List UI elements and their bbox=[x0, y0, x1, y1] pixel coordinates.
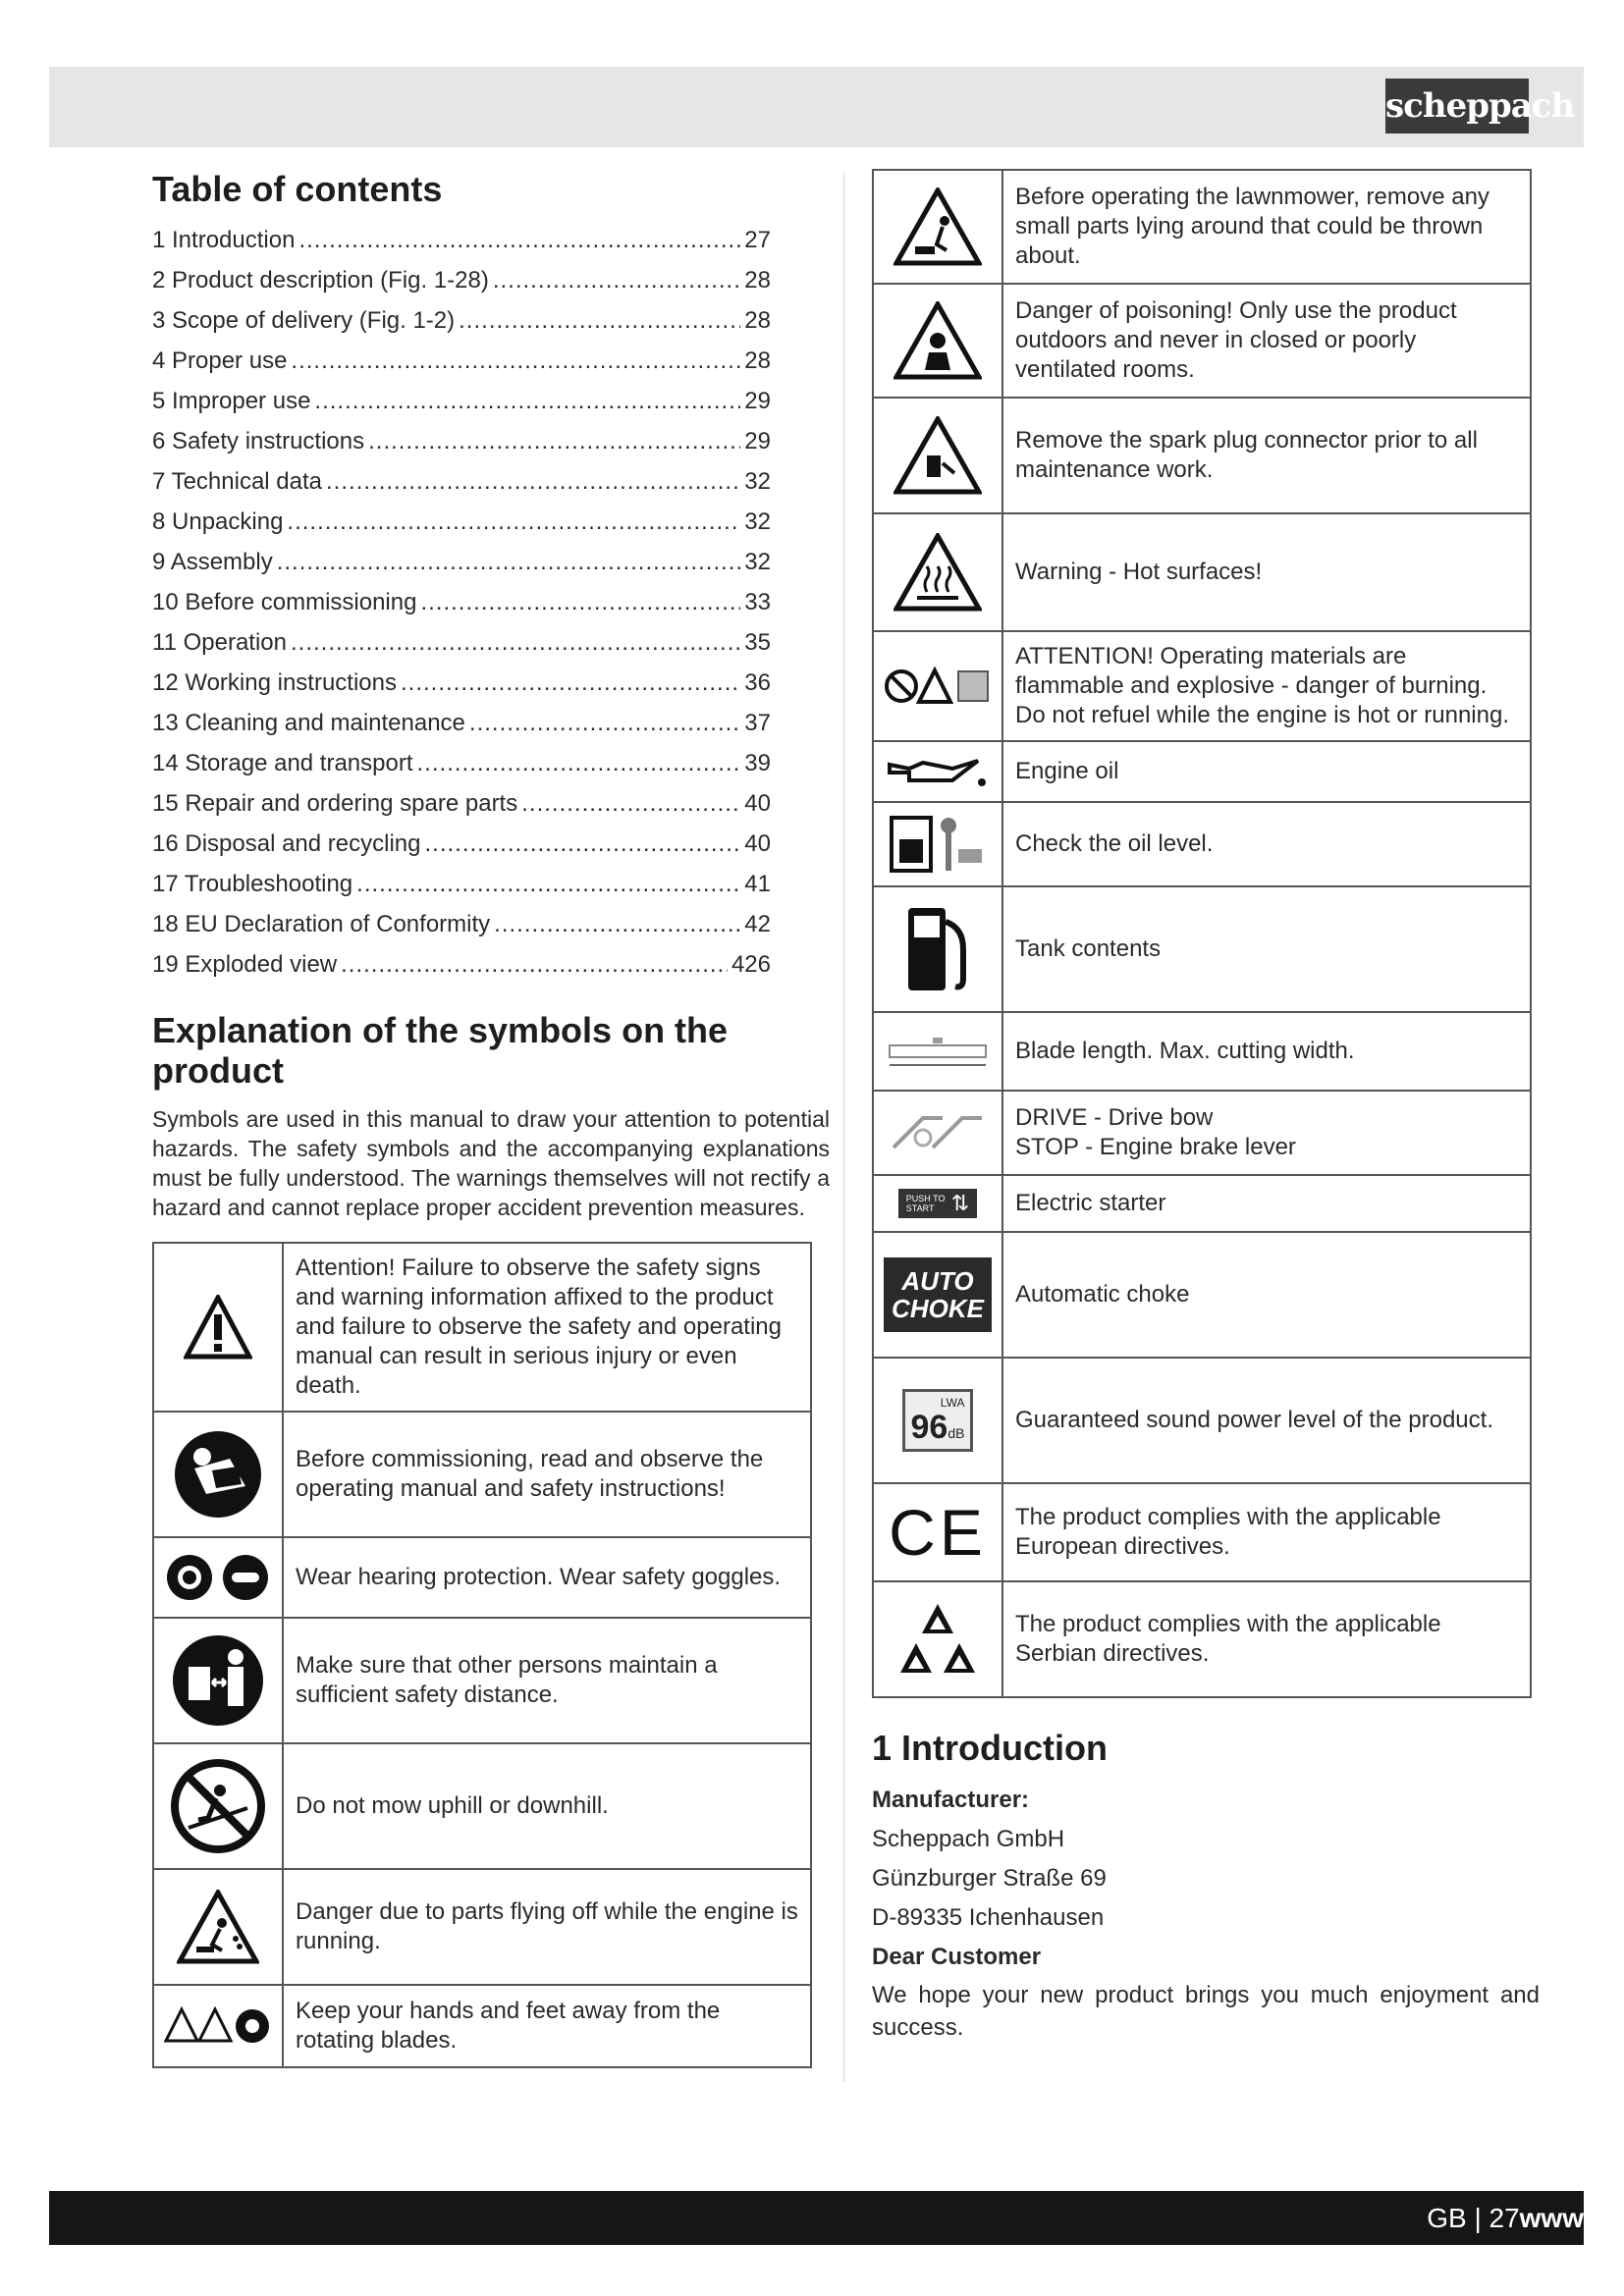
toc-entry[interactable] bbox=[152, 220, 771, 260]
toc-entry[interactable] bbox=[152, 461, 771, 502]
toc-leader-dots bbox=[291, 622, 740, 663]
read-manual-icon bbox=[153, 1412, 283, 1537]
manufacturer-label: Manufacturer: bbox=[872, 1787, 1030, 1813]
symbol-row bbox=[873, 1358, 1531, 1483]
toc-entry-page: 39 bbox=[744, 750, 771, 776]
drive-bow-icon bbox=[873, 1091, 1002, 1175]
symbol-row bbox=[153, 1412, 811, 1537]
toc-title: Table of contents bbox=[152, 169, 443, 209]
toc-entry-page: 27 bbox=[744, 227, 771, 253]
keep-hands-feet-away-icon bbox=[153, 1985, 283, 2067]
toc-entry-page: 32 bbox=[744, 468, 771, 495]
symbol-row bbox=[873, 1483, 1531, 1581]
toc-leader-dots bbox=[326, 461, 740, 502]
toc-entry[interactable] bbox=[152, 703, 771, 743]
symbol-row bbox=[153, 1243, 811, 1412]
toc-entry[interactable] bbox=[152, 582, 771, 622]
toc-entry-page: 28 bbox=[744, 307, 771, 334]
toc-entry-label: 17 Troubleshooting bbox=[152, 871, 353, 897]
symbol-description: Danger due to parts flying off while the engine is running. bbox=[283, 1869, 811, 1985]
symbol-description: Warning - Hot surfaces! bbox=[1002, 513, 1531, 631]
toc-entry-label: 11 Operation bbox=[152, 629, 287, 656]
symbol-row bbox=[873, 741, 1531, 802]
symbol-description: Make sure that other persons maintain a sufficient safety distance. bbox=[283, 1618, 811, 1743]
toc-entry-label: 2 Product description (Fig. 1-28) bbox=[152, 267, 489, 294]
toc-entry[interactable] bbox=[152, 622, 771, 663]
symbols-table-left bbox=[152, 1242, 812, 2068]
symbol-description: Keep your hands and feet away from the rotating blades. bbox=[283, 1985, 811, 2067]
symbol-description bbox=[1002, 1091, 1531, 1175]
oil-level-icon bbox=[873, 802, 1002, 886]
auto-choke-icon bbox=[873, 1232, 1002, 1358]
toc-leader-dots bbox=[287, 502, 740, 542]
toc-leader-dots bbox=[417, 743, 741, 783]
toc-entry-page: 40 bbox=[744, 790, 771, 817]
flammable-icon bbox=[873, 631, 1002, 741]
symbol-description: Check the oil level. bbox=[1002, 802, 1531, 886]
toc-entry-page: 41 bbox=[744, 871, 771, 897]
toc-entry[interactable] bbox=[152, 864, 771, 904]
address-line-company: Scheppach GmbH bbox=[872, 1826, 1065, 1852]
symbol-row bbox=[873, 886, 1531, 1012]
toc-leader-dots bbox=[424, 824, 740, 864]
toc-entry-label: 18 EU Declaration of Conformity bbox=[152, 911, 491, 937]
toc-entry-page: 36 bbox=[744, 669, 771, 696]
serbian-mark-icon bbox=[873, 1581, 1002, 1697]
toc-entry[interactable] bbox=[152, 663, 771, 703]
footer-page-label bbox=[1427, 2201, 1584, 2236]
symbol-description: Wear hearing protection. Wear safety goggles. bbox=[283, 1537, 811, 1618]
address-line-city: D-89335 Ichenhausen bbox=[872, 1904, 1105, 1931]
symbol-row bbox=[873, 1175, 1531, 1232]
symbol-row bbox=[153, 1743, 811, 1869]
toc-entry-label: 3 Scope of delivery (Fig. 1-2) bbox=[152, 307, 456, 334]
symbol-description: Before commissioning, read and observe the operating manual and safety instructions! bbox=[283, 1412, 811, 1537]
toc-leader-dots bbox=[277, 542, 741, 582]
toc-entry-label: 5 Improper use bbox=[152, 388, 311, 414]
electric-starter-icon bbox=[873, 1175, 1002, 1232]
push-to-start-label: PUSH TO START bbox=[905, 1194, 946, 1213]
hot-surface-icon bbox=[873, 513, 1002, 631]
toc-entry[interactable] bbox=[152, 743, 771, 783]
symbol-row bbox=[873, 1091, 1531, 1175]
symbol-description: Guaranteed sound power level of the product. bbox=[1002, 1358, 1531, 1483]
toc-entry-page: 29 bbox=[744, 428, 771, 454]
toc-entry[interactable] bbox=[152, 381, 771, 421]
warning-triangle-icon bbox=[153, 1243, 283, 1412]
toc-list bbox=[152, 220, 771, 985]
lwa-label: LWA bbox=[940, 1396, 965, 1410]
hearing-goggles-icon bbox=[153, 1537, 283, 1618]
symbol-description: Blade length. Max. cutting width. bbox=[1002, 1012, 1531, 1091]
web-prefix: www bbox=[1519, 2203, 1584, 2233]
right-column bbox=[872, 169, 1540, 2044]
drive-line: DRIVE - Drive bow bbox=[1015, 1104, 1214, 1131]
greeting: Dear Customer bbox=[872, 1944, 1042, 1970]
toc-entry-label: 7 Technical data bbox=[152, 468, 323, 495]
spark-plug-icon bbox=[873, 398, 1002, 513]
blade-length-icon bbox=[873, 1012, 1002, 1091]
toc-entry-label: 15 Repair and ordering spare parts bbox=[152, 790, 518, 817]
toc-entry-label: 4 Proper use bbox=[152, 347, 288, 374]
poisoning-icon bbox=[873, 284, 1002, 398]
toc-entry-page: 33 bbox=[744, 589, 771, 615]
toc-leader-dots bbox=[420, 582, 740, 622]
sound-power-icon bbox=[873, 1358, 1002, 1483]
footer-bar bbox=[49, 2191, 1584, 2245]
toc-entry-page: 37 bbox=[744, 710, 771, 736]
toc-entry-label: 16 Disposal and recycling bbox=[152, 830, 421, 857]
symbol-row bbox=[873, 802, 1531, 886]
sound-level-unit: dB bbox=[947, 1425, 965, 1441]
toc-entry-label: 1 Introduction bbox=[152, 227, 296, 253]
choke-label: CHOKE bbox=[892, 1294, 984, 1323]
toc-entry[interactable] bbox=[152, 542, 771, 582]
symbol-row bbox=[153, 1869, 811, 1985]
symbol-description: Remove the spark plug connector prior to all maintenance work. bbox=[1002, 398, 1531, 513]
toc-leader-dots bbox=[493, 260, 740, 300]
toc-entry-page: 32 bbox=[744, 508, 771, 535]
safety-distance-icon bbox=[153, 1618, 283, 1743]
toc-entry[interactable] bbox=[152, 944, 771, 985]
symbol-row bbox=[873, 1012, 1531, 1091]
toc-entry[interactable] bbox=[152, 341, 771, 381]
toc-entry-page: 28 bbox=[744, 347, 771, 374]
symbols-section-intro: Symbols are used in this manual to draw your attention to potential hazards. The safety symbols and the accompanying explanations must be fully understood. The warnings themselves will not rectify a hazard and cannot replace proper accident prevention measures. bbox=[152, 1106, 830, 1220]
symbol-description: Do not mow uphill or downhill. bbox=[283, 1743, 811, 1869]
no-slope-mowing-icon bbox=[153, 1743, 283, 1869]
toc-entry-label: 8 Unpacking bbox=[152, 508, 284, 535]
column-divider bbox=[842, 173, 845, 2082]
toc-entry-label: 9 Assembly bbox=[152, 549, 273, 575]
symbol-row bbox=[873, 1232, 1531, 1358]
toc-leader-dots bbox=[494, 904, 740, 944]
symbol-row bbox=[873, 170, 1531, 284]
toc-entry-page: 35 bbox=[744, 629, 771, 656]
toc-leader-dots bbox=[469, 703, 740, 743]
toc-leader-dots bbox=[401, 663, 740, 703]
toc-entry-label: 12 Working instructions bbox=[152, 669, 397, 696]
toc-leader-dots bbox=[356, 864, 740, 904]
toc-leader-dots bbox=[314, 381, 740, 421]
symbols-table-right bbox=[872, 169, 1532, 1698]
symbol-description: ATTENTION! Operating materials are flammable and explosive - danger of burning. Do not refuel while the engine is hot or running. bbox=[1002, 631, 1531, 741]
symbol-row bbox=[873, 284, 1531, 398]
left-column bbox=[152, 169, 830, 2068]
symbol-description: Before operating the lawnmower, remove any small parts lying around that could be thrown about. bbox=[1002, 170, 1531, 284]
toc-leader-dots bbox=[459, 300, 740, 341]
toc-leader-dots bbox=[341, 944, 728, 985]
symbol-description: Engine oil bbox=[1002, 741, 1531, 802]
scheppach-logo: scheppach bbox=[1385, 79, 1529, 133]
toc-leader-dots bbox=[291, 341, 740, 381]
toc-entry-page: 42 bbox=[744, 911, 771, 937]
symbols-section-title: Explanation of the symbols on the product bbox=[152, 1010, 729, 1091]
symbol-description: The product complies with the applicable Serbian directives. bbox=[1002, 1581, 1531, 1697]
header-bar bbox=[49, 67, 1584, 147]
toc-entry[interactable] bbox=[152, 300, 771, 341]
toc-entry[interactable] bbox=[152, 421, 771, 461]
symbol-row bbox=[873, 631, 1531, 741]
symbol-description: Danger of poisoning! Only use the product outdoors and never in closed or poorly ventilated rooms. bbox=[1002, 284, 1531, 398]
toc-entry-page: 426 bbox=[731, 951, 771, 978]
ce-mark-icon bbox=[873, 1483, 1002, 1581]
toc-leader-dots bbox=[368, 421, 740, 461]
auto-label: AUTO bbox=[901, 1266, 974, 1296]
symbol-description: Electric starter bbox=[1002, 1175, 1531, 1232]
symbol-row bbox=[153, 1618, 811, 1743]
toc-entry-page: 29 bbox=[744, 388, 771, 414]
toc-entry[interactable] bbox=[152, 904, 771, 944]
toc-entry-label: 14 Storage and transport bbox=[152, 750, 413, 776]
symbol-row bbox=[873, 513, 1531, 631]
symbol-description: The product complies with the applicable European directives. bbox=[1002, 1483, 1531, 1581]
toc-leader-dots bbox=[298, 220, 740, 260]
symbol-row bbox=[153, 1985, 811, 2067]
toc-leader-dots bbox=[521, 783, 740, 824]
toc-entry[interactable] bbox=[152, 502, 771, 542]
symbol-description: Attention! Failure to observe the safety signs and warning information affixed to the product and failure to observe the safety and operating manual can result in serious injury or even death. bbox=[283, 1243, 811, 1412]
toc-entry-label: 13 Cleaning and maintenance bbox=[152, 710, 465, 736]
symbol-row bbox=[873, 398, 1531, 513]
toc-entry-label: 19 Exploded view bbox=[152, 951, 338, 978]
flying-parts-icon bbox=[153, 1869, 283, 1985]
sound-level-value: 96 bbox=[910, 1409, 948, 1446]
introduction-body: We hope your new product brings you much enjoyment and success. bbox=[872, 1982, 1540, 2041]
page-number: GB | 27 bbox=[1427, 2203, 1520, 2233]
toc-entry-label: 6 Safety instructions bbox=[152, 428, 365, 454]
symbol-row bbox=[873, 1581, 1531, 1697]
toc-entry-label: 10 Before commissioning bbox=[152, 589, 417, 615]
symbol-row bbox=[153, 1537, 811, 1618]
introduction-title: 1 Introduction bbox=[872, 1728, 1108, 1768]
toc-entry-page: 28 bbox=[744, 267, 771, 294]
engine-oil-icon bbox=[873, 741, 1002, 802]
address-line-street: Günzburger Straße 69 bbox=[872, 1865, 1107, 1892]
toc-entry[interactable] bbox=[152, 824, 771, 864]
arrows-icon: ⇅ bbox=[950, 1191, 970, 1215]
ce-mark-text: CE bbox=[889, 1496, 987, 1569]
fuel-pump-icon bbox=[873, 886, 1002, 1012]
remove-small-parts-icon bbox=[873, 170, 1002, 284]
symbol-description: Automatic choke bbox=[1002, 1232, 1531, 1358]
toc-entry[interactable] bbox=[152, 783, 771, 824]
toc-entry[interactable] bbox=[152, 260, 771, 300]
symbol-description: Tank contents bbox=[1002, 886, 1531, 1012]
toc-entry-page: 32 bbox=[744, 549, 771, 575]
toc-entry-page: 40 bbox=[744, 830, 771, 857]
stop-line: STOP - Engine brake lever bbox=[1015, 1134, 1296, 1160]
